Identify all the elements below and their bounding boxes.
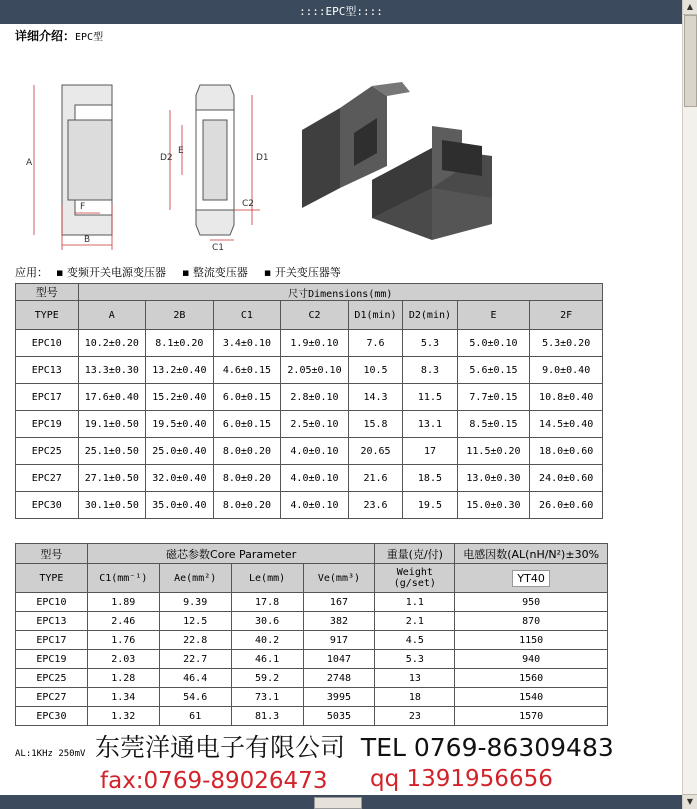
application-item: ▪ 整流变压器 [181, 266, 248, 279]
column-header: C1 [213, 301, 281, 330]
model-cell: EPC17 [16, 631, 88, 650]
core-half-bottom [372, 126, 492, 240]
bottom-scroll-button[interactable] [314, 797, 362, 809]
table-cell: 73.1 [231, 688, 303, 707]
table-cell: 10.8±0.40 [530, 384, 603, 411]
table-cell: 167 [303, 593, 375, 612]
table-cell: 15.0±0.30 [457, 492, 530, 519]
column-header: C1(mm⁻¹) [87, 564, 159, 593]
table-cell: 1.9±0.10 [281, 330, 349, 357]
table-cell: 8.0±0.20 [213, 465, 281, 492]
column-header: C2 [281, 301, 349, 330]
intro-line [15, 27, 103, 44]
column-header: Ve(mm³) [303, 564, 375, 593]
application-label: 应用： [15, 266, 48, 279]
intro-label: 详细介绍： [15, 29, 76, 43]
column-header: 2B [146, 301, 214, 330]
table-cell: 8.0±0.20 [213, 438, 281, 465]
table-cell: 19.5±0.40 [146, 411, 214, 438]
table-cell: 13.2±0.40 [146, 357, 214, 384]
al-material-badge: YT40 [512, 570, 549, 587]
table-cell: 26.0±0.60 [530, 492, 603, 519]
column-header: Ae(mm²) [159, 564, 231, 593]
core-dimension-drawing [20, 75, 270, 255]
table-cell: 4.0±0.10 [281, 438, 349, 465]
table-cell: 940 [455, 650, 608, 669]
table-row [16, 465, 603, 492]
table-cell: 6.0±0.15 [213, 411, 281, 438]
table-cell: 2.5±0.10 [281, 411, 349, 438]
dim-label-d2: D2 [160, 153, 173, 163]
table-cell: 1540 [455, 688, 608, 707]
table-cell: 46.1 [231, 650, 303, 669]
table-cell: 24.0±0.60 [530, 465, 603, 492]
model-cell: EPC19 [16, 650, 88, 669]
table-row [16, 631, 608, 650]
table-cell: 1.32 [87, 707, 159, 726]
vertical-scrollbar[interactable] [682, 0, 697, 809]
table-cell: 4.6±0.15 [213, 357, 281, 384]
table-cell: 1.89 [87, 593, 159, 612]
table-cell: 13 [375, 669, 455, 688]
application-item: ▪ 开关变压器等 [263, 266, 341, 279]
table-cell: 17.6±0.40 [78, 384, 146, 411]
header-al-sub-cell [455, 564, 608, 593]
table-cell: 4.0±0.10 [281, 492, 349, 519]
table-row [16, 688, 608, 707]
table-cell: 20.65 [348, 438, 402, 465]
table-cell: 32.0±0.40 [146, 465, 214, 492]
column-header: D2(min) [403, 301, 457, 330]
table-cell: 8.3 [403, 357, 457, 384]
column-header: E [457, 301, 530, 330]
dim-label-a: A [26, 158, 33, 168]
dim-label-e: E [178, 146, 184, 156]
table-row [16, 650, 608, 669]
table-cell: 15.2±0.40 [146, 384, 214, 411]
table-cell: 14.3 [348, 384, 402, 411]
table-cell: 8.0±0.20 [213, 492, 281, 519]
model-cell: EPC10 [16, 593, 88, 612]
table-cell: 6.0±0.15 [213, 384, 281, 411]
table-cell: 7.7±0.15 [457, 384, 530, 411]
table-cell: 3995 [303, 688, 375, 707]
table-cell: 5.3 [403, 330, 457, 357]
model-cell: EPC10 [16, 330, 79, 357]
table-cell: 5035 [303, 707, 375, 726]
table-cell: 15.8 [348, 411, 402, 438]
table-cell: 21.6 [348, 465, 402, 492]
table-cell: 17 [403, 438, 457, 465]
table-row [16, 330, 603, 357]
table-row [16, 612, 608, 631]
table-cell: 4.5 [375, 631, 455, 650]
scroll-down-arrow-icon[interactable]: ▼ [683, 794, 697, 809]
table-cell: 13.3±0.30 [78, 357, 146, 384]
header-model-cn: 型号 [16, 284, 79, 301]
table-cell: 950 [455, 593, 608, 612]
table-row [16, 438, 603, 465]
table-row [16, 669, 608, 688]
dimensions-table [15, 283, 603, 519]
watermark-tel: TEL 0769-86309483 [360, 733, 614, 762]
table-cell: 2.46 [87, 612, 159, 631]
header-al-factor: 电感因数(AL(nH/N²)±30% [455, 544, 608, 564]
table-cell: 2748 [303, 669, 375, 688]
model-cell: EPC30 [16, 492, 79, 519]
table-cell: 2.05±0.10 [281, 357, 349, 384]
table-cell: 7.6 [348, 330, 402, 357]
table-cell: 11.5±0.20 [457, 438, 530, 465]
table-cell: 10.2±0.20 [78, 330, 146, 357]
table-cell: 1.76 [87, 631, 159, 650]
table-cell: 30.6 [231, 612, 303, 631]
column-header: 2F [530, 301, 603, 330]
table-cell: 25.1±0.50 [78, 438, 146, 465]
model-cell: EPC27 [16, 688, 88, 707]
table-cell: 61 [159, 707, 231, 726]
table-cell: 11.5 [403, 384, 457, 411]
table-cell: 13.1 [403, 411, 457, 438]
header-model-cn: 型号 [16, 544, 88, 564]
table-cell: 9.39 [159, 593, 231, 612]
table-cell: 23 [375, 707, 455, 726]
header-type: TYPE [16, 564, 88, 593]
dim-label-d1: D1 [256, 153, 269, 163]
watermark-company-line [95, 728, 614, 764]
table-cell: 13.0±0.30 [457, 465, 530, 492]
table-cell: 917 [303, 631, 375, 650]
ferrite-core-photo [292, 78, 502, 243]
table-cell: 1047 [303, 650, 375, 669]
watermark-company: 东莞洋通电子有限公司 [95, 733, 346, 762]
table-cell: 2.03 [87, 650, 159, 669]
table-cell: 25.0±0.40 [146, 438, 214, 465]
table-row [16, 357, 603, 384]
table-cell: 18.5 [403, 465, 457, 492]
table-cell: 54.6 [159, 688, 231, 707]
table-cell: 1.34 [87, 688, 159, 707]
measurement-note: AL:1KHz 250mV [15, 749, 86, 759]
header-weight-sub: Weight (g/set) [375, 564, 455, 593]
table-cell: 30.1±0.50 [78, 492, 146, 519]
header-dimensions: 尺寸Dimensions(mm) [78, 284, 602, 301]
table-cell: 870 [455, 612, 608, 631]
table-cell: 5.3±0.20 [530, 330, 603, 357]
application-item: ▪ 变频开关电源变压器 [56, 266, 166, 279]
watermark-qq: qq 1391956656 [370, 766, 553, 792]
table-cell: 1.28 [87, 669, 159, 688]
model-cell: EPC25 [16, 438, 79, 465]
model-cell: EPC27 [16, 465, 79, 492]
table-row [16, 707, 608, 726]
table-cell: 17.8 [231, 593, 303, 612]
table-cell: 3.4±0.10 [213, 330, 281, 357]
table-cell: 81.3 [231, 707, 303, 726]
watermark-fax: fax:0769-89026473 [100, 768, 328, 794]
table-cell: 22.8 [159, 631, 231, 650]
table-row [16, 384, 603, 411]
column-header: Le(mm) [231, 564, 303, 593]
scroll-thumb[interactable] [684, 15, 697, 107]
table-cell: 18.0±0.60 [530, 438, 603, 465]
table-cell: 5.6±0.15 [457, 357, 530, 384]
table-cell: 1150 [455, 631, 608, 650]
header-core-parameter: 磁芯参数Core Parameter [87, 544, 375, 564]
core-parameter-table [15, 543, 608, 726]
table-cell: 23.6 [348, 492, 402, 519]
model-cell: EPC13 [16, 612, 88, 631]
table-cell: 8.1±0.20 [146, 330, 214, 357]
dim-label-c1: C1 [212, 243, 225, 253]
model-cell: EPC13 [16, 357, 79, 384]
model-cell: EPC19 [16, 411, 79, 438]
table-cell: 18 [375, 688, 455, 707]
table-cell: 10.5 [348, 357, 402, 384]
model-cell: EPC25 [16, 669, 88, 688]
table-cell: 22.7 [159, 650, 231, 669]
table-cell: 35.0±0.40 [146, 492, 214, 519]
model-cell: EPC30 [16, 707, 88, 726]
table-cell: 27.1±0.50 [78, 465, 146, 492]
table-cell: 40.2 [231, 631, 303, 650]
dim-label-c2: C2 [242, 199, 255, 209]
window-title: ::::EPC型:::: [0, 0, 682, 24]
intro-value: EPC型 [75, 32, 104, 43]
table-cell: 12.5 [159, 612, 231, 631]
table-cell: 1570 [455, 707, 608, 726]
table-cell: 8.5±0.15 [457, 411, 530, 438]
table-cell: 5.0±0.10 [457, 330, 530, 357]
column-header: D1(min) [348, 301, 402, 330]
table-cell: 1.1 [375, 593, 455, 612]
table-cell: 382 [303, 612, 375, 631]
scroll-up-arrow-icon[interactable]: ▲ [683, 0, 697, 15]
header-type: TYPE [16, 301, 79, 330]
model-cell: EPC17 [16, 384, 79, 411]
table-cell: 2.1 [375, 612, 455, 631]
table-row [16, 411, 603, 438]
column-header: A [78, 301, 146, 330]
table-cell: 59.2 [231, 669, 303, 688]
table-cell: 14.5±0.40 [530, 411, 603, 438]
table-cell: 2.8±0.10 [281, 384, 349, 411]
table-cell: 5.3 [375, 650, 455, 669]
dim-label-b: B [84, 235, 91, 245]
table-cell: 4.0±0.10 [281, 465, 349, 492]
table-row [16, 593, 608, 612]
table-cell: 19.5 [403, 492, 457, 519]
table-cell: 46.4 [159, 669, 231, 688]
table-row [16, 492, 603, 519]
dim-label-f: F [80, 202, 86, 212]
table-cell: 19.1±0.50 [78, 411, 146, 438]
header-weight: 重量(克/付) [375, 544, 455, 564]
table-cell: 1560 [455, 669, 608, 688]
application-line [15, 264, 357, 280]
table-cell: 9.0±0.40 [530, 357, 603, 384]
